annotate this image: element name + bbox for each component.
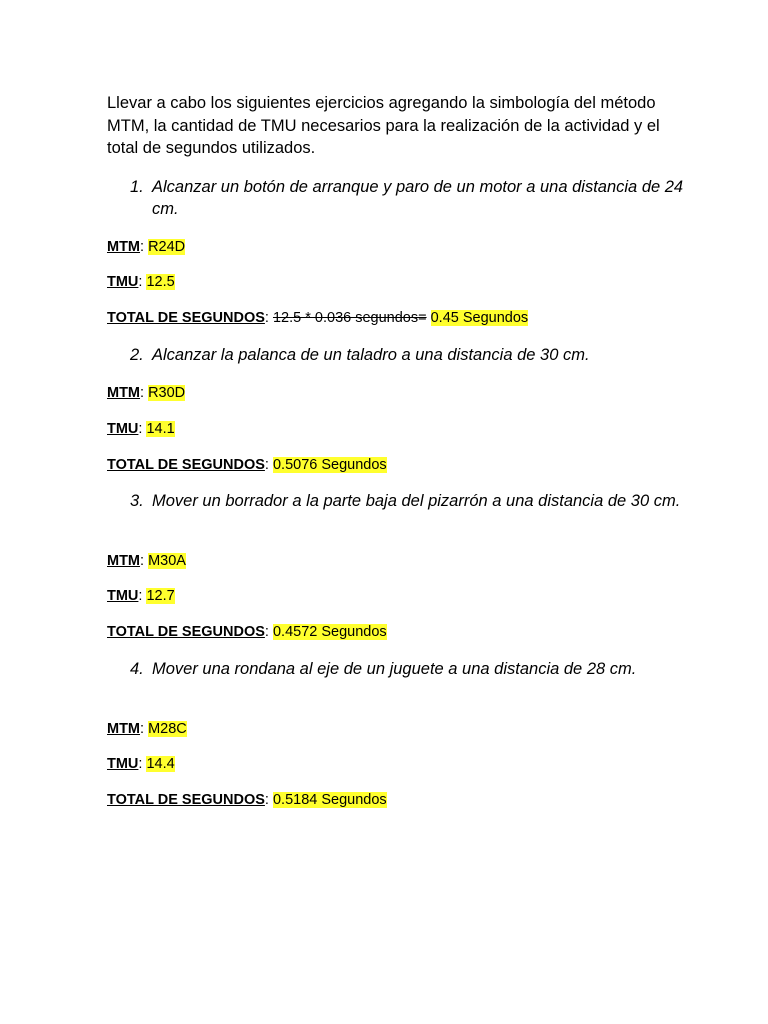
- exercise-text: Mover un borrador a la parte baja del pizarrón a una distancia de 30 cm.: [152, 492, 681, 510]
- mtm-label: MTM: [107, 239, 141, 255]
- total-label: TOTAL DE SEGUNDOS: [107, 792, 265, 808]
- total-label: TOTAL DE SEGUNDOS: [107, 310, 265, 326]
- colon: :: [138, 274, 143, 290]
- mtm-value: M30A: [148, 553, 186, 569]
- mtm-label: MTM: [107, 553, 141, 569]
- tmu-value: 12.5: [146, 274, 175, 290]
- colon: :: [264, 457, 269, 473]
- mtm-label: MTM: [107, 721, 141, 737]
- exercise-3-tmu-line: [107, 587, 175, 605]
- colon: :: [140, 553, 145, 569]
- total-value: 0.45 Segundos: [430, 310, 529, 326]
- struck-calculation: 12.5 * 0.036 segundos=: [272, 310, 427, 326]
- exercise-2-tmu-line: [107, 420, 175, 438]
- tmu-label: TMU: [107, 756, 139, 772]
- exercise-1-mtm-line: [107, 238, 185, 256]
- total-label: TOTAL DE SEGUNDOS: [107, 457, 265, 473]
- colon: :: [140, 385, 145, 401]
- tmu-value: 14.4: [146, 756, 175, 772]
- tmu-label: TMU: [107, 421, 139, 437]
- colon: :: [138, 588, 143, 604]
- tmu-label: TMU: [107, 588, 139, 604]
- exercise-number: 1.: [130, 178, 144, 196]
- tmu-value: 14.1: [146, 421, 175, 437]
- colon: :: [140, 239, 145, 255]
- colon: :: [264, 792, 269, 808]
- exercise-3-question: [130, 490, 690, 512]
- total-value: 0.4572 Segundos: [272, 624, 387, 640]
- exercise-number: 3.: [130, 492, 144, 510]
- mtm-value: R24D: [148, 239, 186, 255]
- exercise-3-mtm-line: [107, 552, 186, 570]
- exercise-1-total-line: [107, 309, 528, 327]
- exercise-1-tmu-line: [107, 273, 175, 291]
- mtm-label: MTM: [107, 385, 141, 401]
- exercise-text: Mover una rondana al eje de un juguete a una distancia de 28 cm.: [152, 660, 637, 678]
- mtm-value: R30D: [148, 385, 186, 401]
- exercise-text: Alcanzar un botón de arranque y paro de un motor a una distancia de 24 cm.: [152, 178, 684, 218]
- exercise-2-question: [130, 344, 690, 366]
- tmu-value: 12.7: [146, 588, 175, 604]
- exercise-4-mtm-line: [107, 720, 187, 738]
- exercise-number: 2.: [130, 346, 144, 364]
- total-label: TOTAL DE SEGUNDOS: [107, 624, 265, 640]
- exercise-3-total-line: [107, 623, 387, 641]
- colon: :: [140, 721, 145, 737]
- total-value: 0.5076 Segundos: [272, 457, 387, 473]
- exercise-1-question: [130, 176, 690, 220]
- exercise-text: Alcanzar la palanca de un taladro a una distancia de 30 cm.: [152, 346, 590, 364]
- mtm-value: M28C: [148, 721, 187, 737]
- exercise-2-mtm-line: [107, 384, 185, 402]
- exercise-number: 4.: [130, 660, 144, 678]
- intro-paragraph: Llevar a cabo los siguientes ejercicios agregando la simbología del método MTM, la cantidad de TMU necesarios para la realización de la actividad y el total de segundos utilizados.: [107, 94, 660, 157]
- colon: :: [138, 421, 143, 437]
- total-value: 0.5184 Segundos: [272, 792, 387, 808]
- exercise-4-tmu-line: [107, 755, 175, 773]
- exercise-4-question: [130, 658, 690, 680]
- exercise-2-total-line: [107, 456, 387, 474]
- exercise-4-total-line: [107, 791, 387, 809]
- colon: :: [264, 310, 269, 326]
- tmu-label: TMU: [107, 274, 139, 290]
- colon: :: [264, 624, 269, 640]
- colon: :: [138, 756, 143, 772]
